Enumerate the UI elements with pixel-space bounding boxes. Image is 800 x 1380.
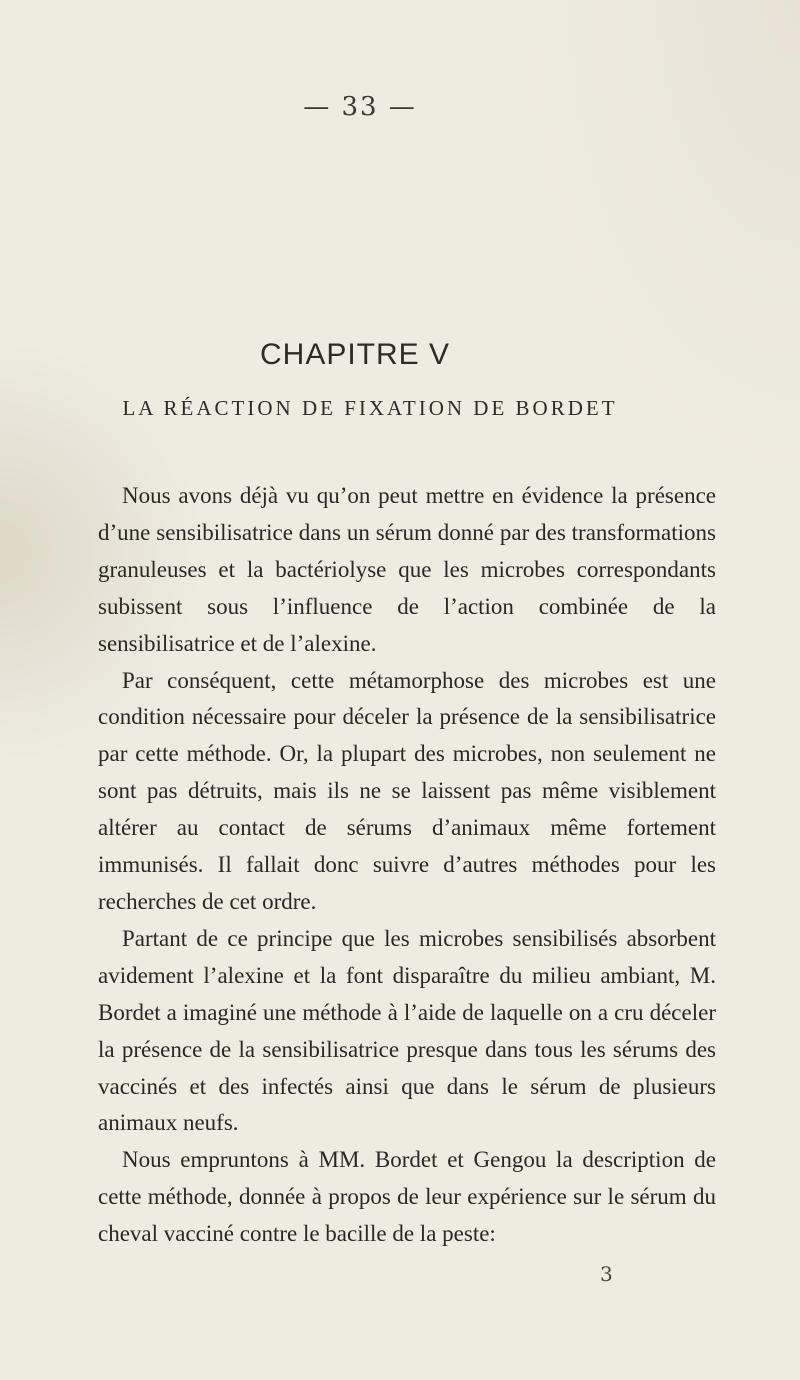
- signature-mark: 3: [600, 1262, 613, 1286]
- chapter-title: LA RÉACTION DE FIXATION DE BORDET: [122, 396, 618, 420]
- chapter-heading: CHAPITRE V: [259, 338, 451, 371]
- body-text: [98, 478, 716, 1253]
- page-number: — 33 —: [303, 92, 417, 122]
- paragraph: Nous avons déjà vu qu’on peut mettre en évidence la présence d’une sensibilisatrice dans un sérum donné par des transformations granuleuses et la bactériolyse que les microbes correspondants subissent sous l’influence de l’action combinée de la sensibilisatrice et de l’alexine.: [98, 483, 716, 656]
- paragraph: Par conséquent, cette métamorphose des microbes est une condition nécessaire pour déceler la présence de la sensibilisatrice par cette méthode. Or, la plupart des microbes, non seulement ne sont pas détruits, mais ils ne se laissent pas même visiblement altérer au contact de sérums d’animaux même fortement immunisés. Il fallait donc suivre d’autres méthodes pour les recherches de cet ordre.: [98, 667, 716, 914]
- paragraph: Partant de ce principe que les microbes sensibilisés absorbent avidement l’alexine et la font disparaître du milieu ambiant, M. Bordet a imaginé une méthode à l’aide de laquelle on a cru déceler la présence de la sensibilisatrice presque dans tous les sérums des vaccinés et des infectés ainsi que dans le sérum de plusieurs animaux neufs.: [98, 925, 716, 1136]
- paragraph: Nous empruntons à MM. Bordet et Gengou la description de cette méthode, donnée à propos de leur expérience sur le sérum du cheval vacciné contre le bacille de la peste:: [98, 1147, 716, 1247]
